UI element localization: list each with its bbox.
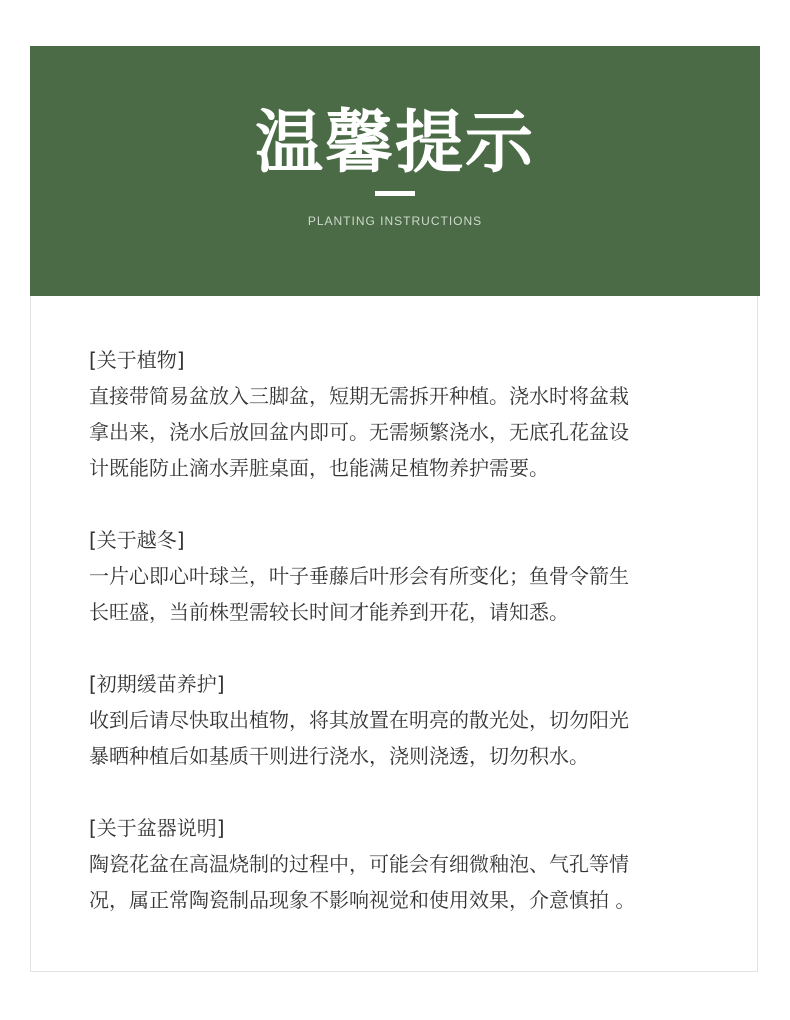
section-line: 暴晒种植后如基质干则进行浇水，浇则浇透，切勿积水。 xyxy=(89,744,589,768)
section-about-plant xyxy=(89,342,699,486)
header-banner xyxy=(30,46,760,296)
banner-title: 温馨提示 xyxy=(254,104,535,183)
section-line: 拿出来，浇水后放回盆内即可。无需频繁浇水，无底孔花盆设 xyxy=(89,420,629,444)
section-line: 况，属正常陶瓷制品现象不影响视觉和使用效果，介意慎拍 。 xyxy=(89,888,636,912)
section-body xyxy=(89,702,699,774)
section-heading: [关于越冬] xyxy=(89,528,185,552)
section-line: 收到后请尽快取出植物，将其放置在明亮的散光处，切勿阳光 xyxy=(89,708,629,732)
section-body xyxy=(89,378,699,486)
instructions-content xyxy=(89,342,699,954)
section-body xyxy=(89,558,699,630)
banner-subtitle: PLANTING INSTRUCTIONS xyxy=(307,214,483,228)
section-line: 陶瓷花盆在高温烧制的过程中，可能会有细微釉泡、气孔等情 xyxy=(89,852,629,876)
section-heading: [关于植物] xyxy=(89,348,185,372)
section-line: 一片心即心叶球兰，叶子垂藤后叶形会有所变化；鱼骨令箭生 xyxy=(89,564,629,588)
banner-divider xyxy=(375,191,415,196)
section-line: 直接带简易盆放入三脚盆，短期无需拆开种植。浇水时将盆栽 xyxy=(89,384,629,408)
section-line: 长旺盛，当前株型需较长时间才能养到开花，请知悉。 xyxy=(89,600,569,624)
section-heading: [初期缓苗养护] xyxy=(89,672,225,696)
section-pot-notes xyxy=(89,810,699,918)
section-heading: [关于盆器说明] xyxy=(89,816,225,840)
section-body xyxy=(89,846,699,918)
section-line: 计既能防止滴水弄脏桌面，也能满足植物养护需要。 xyxy=(89,456,549,480)
section-overwintering xyxy=(89,522,699,630)
section-initial-care xyxy=(89,666,699,774)
